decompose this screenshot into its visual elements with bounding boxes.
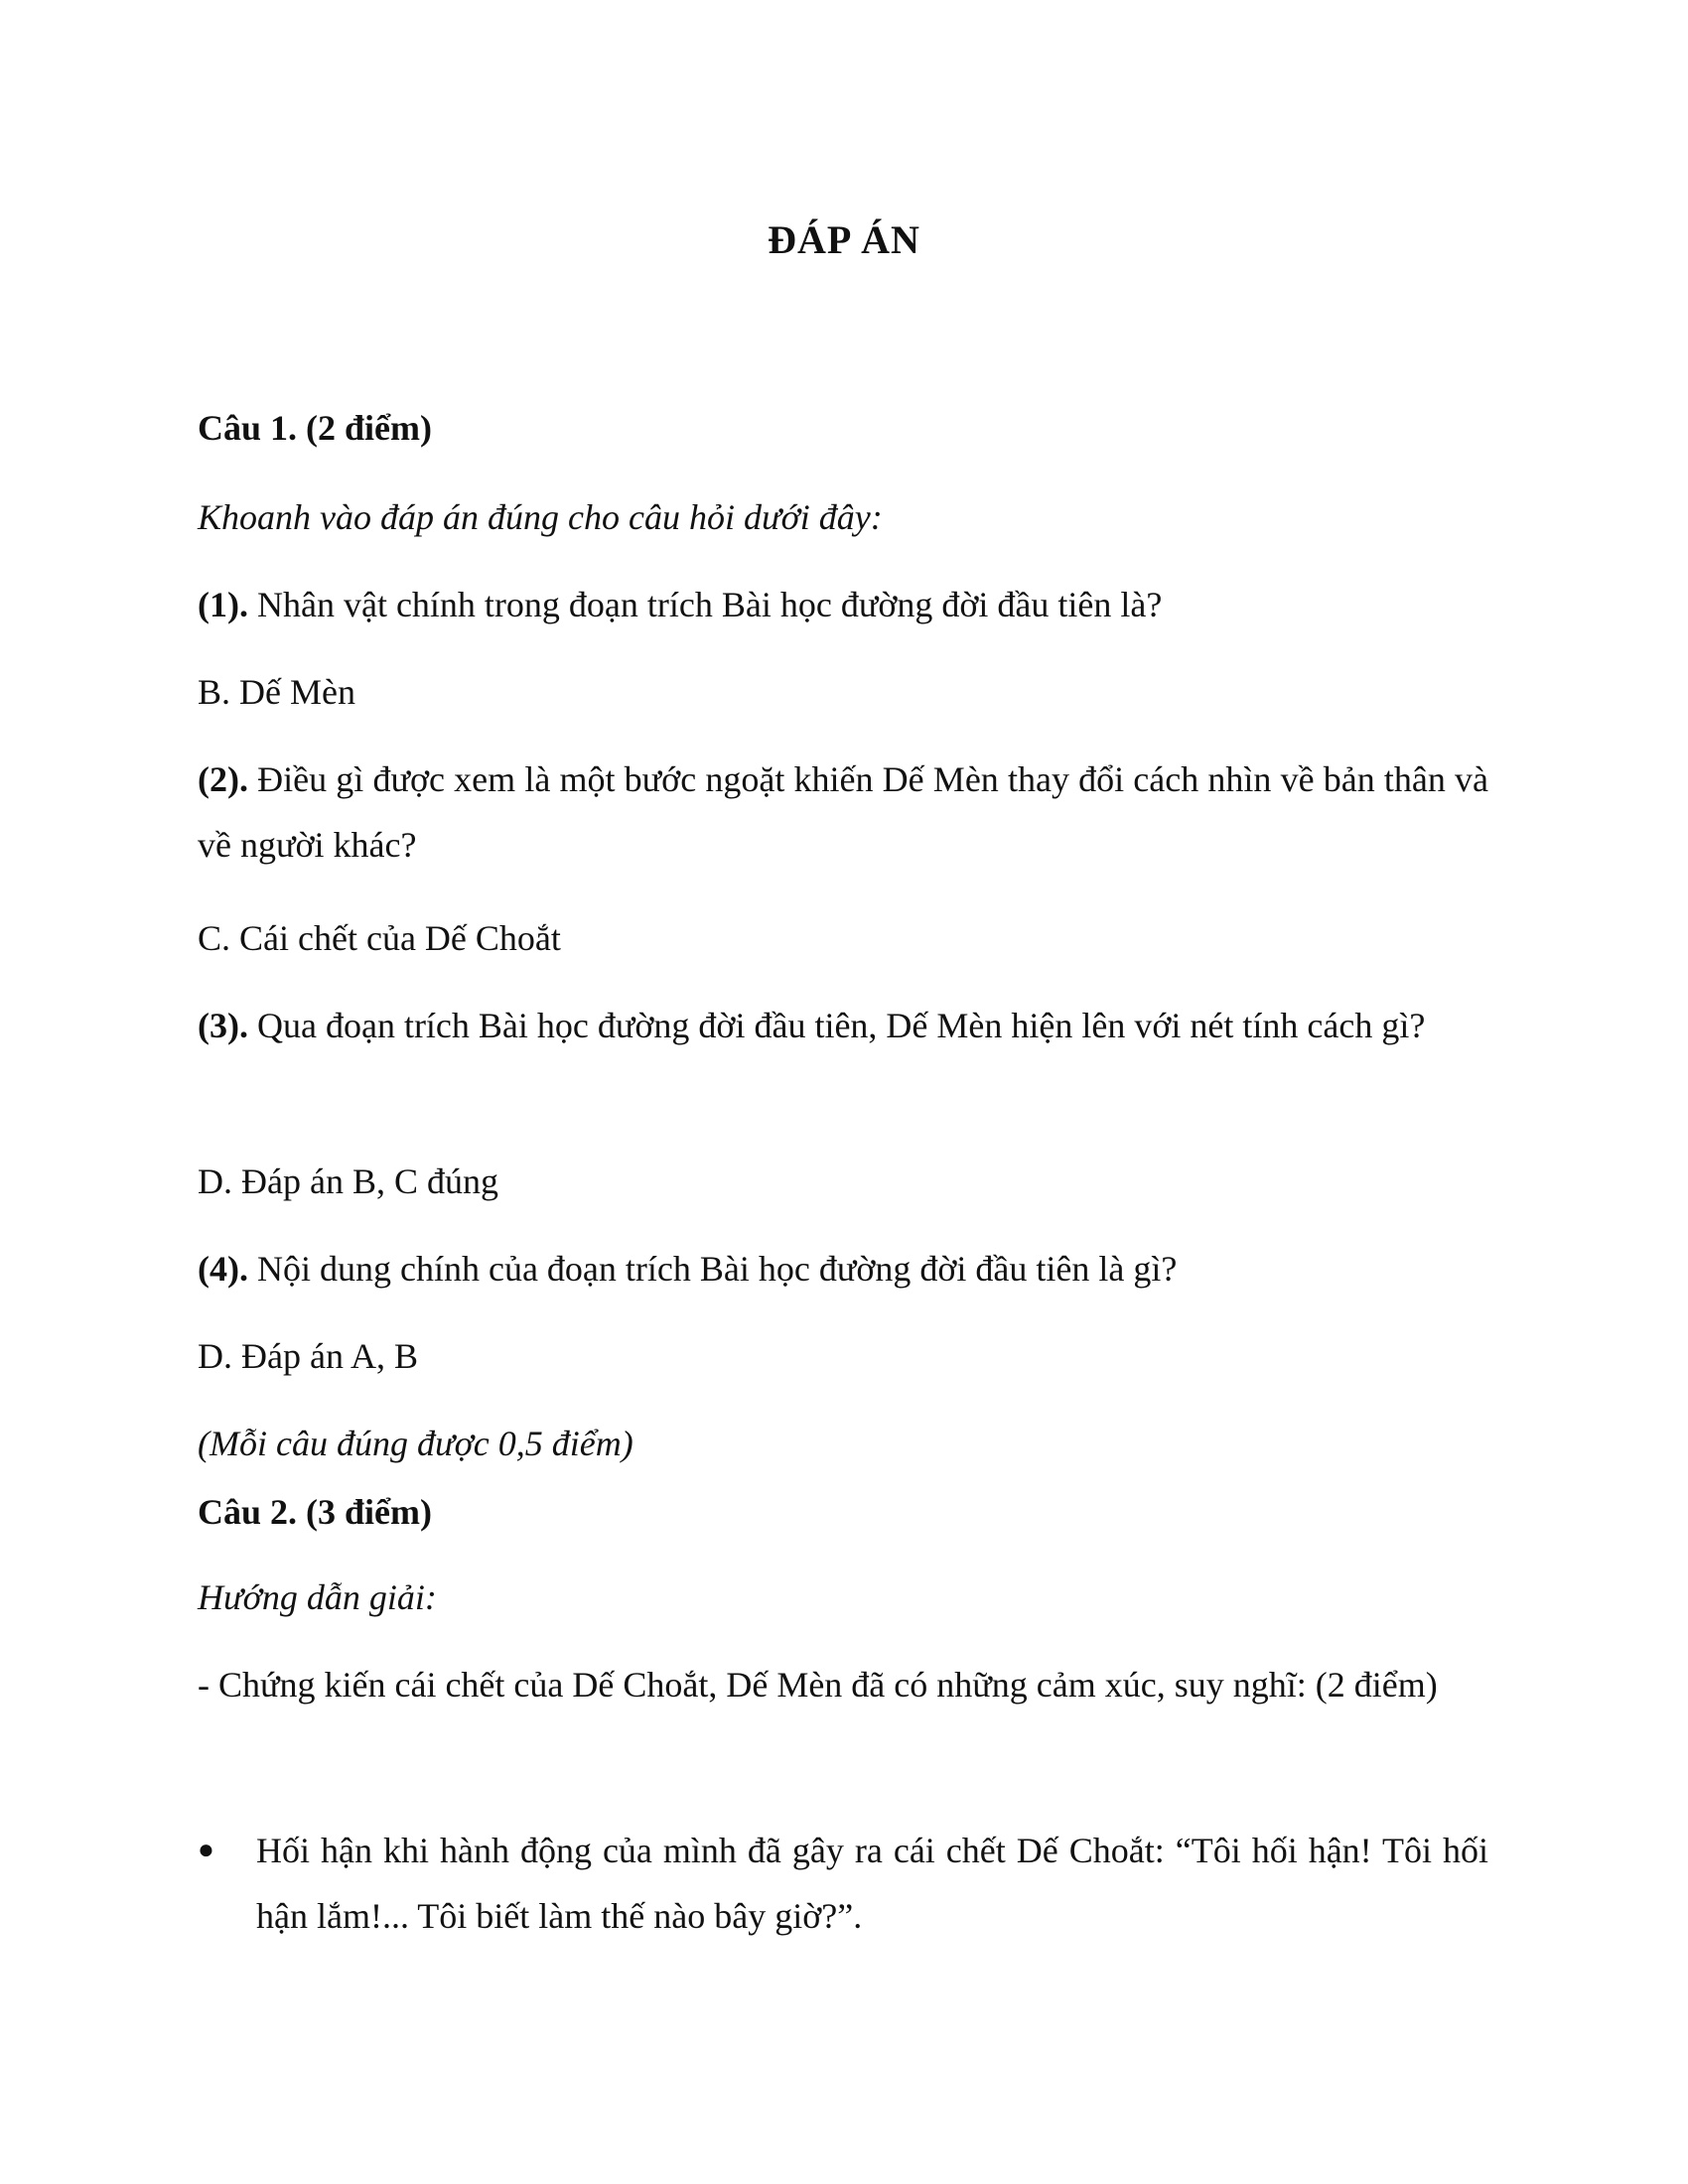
question-4-number: (4). xyxy=(198,1249,248,1289)
question-3 xyxy=(198,993,1488,1058)
question-2-number: (2). xyxy=(198,759,248,799)
answer-4: D. Đáp án A, B xyxy=(198,1336,418,1376)
question-1 xyxy=(198,572,1488,637)
cau2-guide-label: Hướng dẫn giải: xyxy=(198,1577,437,1617)
bullet-list-item xyxy=(198,1818,1488,1949)
question-4-text: Nội dung chính của đoạn trích Bài học đường đời đầu tiên là gì? xyxy=(247,1249,1178,1289)
bullet-text: Hối hận khi hành động của mình đã gây ra cái chết Dế Choắt: “Tôi hối hận! Tôi hối hận lắm!... Tôi biết làm thế nào bây giờ?”. xyxy=(256,1831,1488,1936)
question-2-text: Điều gì được xem là một bước ngoặt khiến Dế Mèn thay đổi cách nhìn về bản thân và về người khác? xyxy=(198,759,1488,865)
question-1-text: Nhân vật chính trong đoạn trích Bài học đường đời đầu tiên là? xyxy=(247,585,1163,624)
question-1-number: (1). xyxy=(198,585,248,624)
scoring-note: (Mỗi câu đúng được 0,5 điểm) xyxy=(198,1424,633,1463)
question-3-number: (3). xyxy=(198,1006,248,1045)
answer-1: B. Dế Mèn xyxy=(198,672,355,712)
cau1-instruction: Khoanh vào đáp án đúng cho câu hỏi dưới đây: xyxy=(198,497,883,537)
page-title: ĐÁP ÁN xyxy=(768,217,920,262)
question-3-text: Qua đoạn trích Bài học đường đời đầu tiên, Dế Mèn hiện lên với nét tính cách gì? xyxy=(247,1006,1426,1045)
answer-2: C. Cái chết của Dế Choắt xyxy=(198,918,561,958)
bullet-icon: ● xyxy=(198,1835,214,1865)
question-4 xyxy=(198,1236,1488,1301)
cau1-heading: Câu 1. (2 điểm) xyxy=(198,408,432,448)
answer-3: D. Đáp án B, C đúng xyxy=(198,1161,498,1201)
cau2-heading: Câu 2. (3 điểm) xyxy=(198,1492,432,1532)
question-2 xyxy=(198,747,1488,878)
cau2-point-1: - Chứng kiến cái chết của Dế Choắt, Dế Mèn đã có những cảm xúc, suy nghĩ: (2 điểm) xyxy=(198,1665,1438,1705)
